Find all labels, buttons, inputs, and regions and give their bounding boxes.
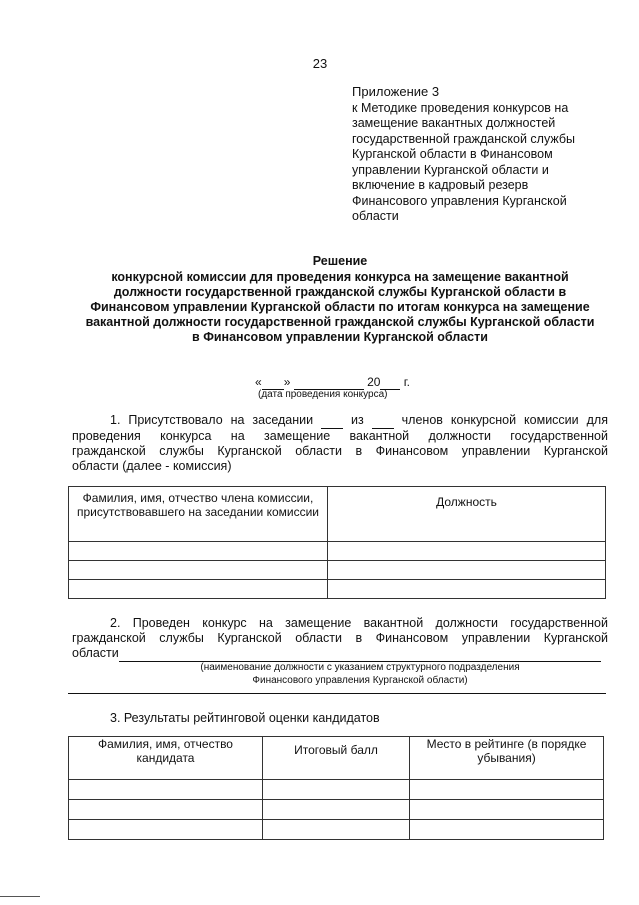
table-header-cell: Итоговый балл xyxy=(263,737,410,780)
appendix-line: к Методике проведения конкурсов на xyxy=(352,100,569,115)
table-cell[interactable] xyxy=(69,561,328,580)
table-cell[interactable] xyxy=(328,542,606,561)
position-name-blank[interactable] xyxy=(119,646,601,662)
table-cell[interactable] xyxy=(263,800,410,820)
table-header-cell: Должность xyxy=(328,487,606,542)
section-1-line: гражданской службы Курганской области в Финансовом управлении Курганской xyxy=(72,444,608,458)
present-count-blank[interactable] xyxy=(321,413,343,429)
commission-members-table xyxy=(68,486,606,599)
section-2-line: 2. Проведен конкурс на замещение вакантной должности государственной xyxy=(110,616,608,630)
table-cell[interactable] xyxy=(263,820,410,840)
decision-subtitle-line: вакантной должности государственной гражданской службы Курганской области xyxy=(85,315,595,329)
position-caption: (наименование должности с указанием структурного подразделения Финансового управления Курганской области) xyxy=(200,662,520,686)
section-2-line: гражданской службы Курганской области в Финансовом управлении Курганской xyxy=(72,631,608,645)
section-1-line: проведения конкурса на замещение вакантной должности государственной xyxy=(72,429,608,443)
table-cell[interactable] xyxy=(69,800,263,820)
year-suffix: г. xyxy=(403,375,411,389)
month-blank[interactable] xyxy=(294,375,364,390)
table-cell[interactable] xyxy=(328,580,606,599)
table-cell[interactable] xyxy=(410,780,604,800)
table-header-cell: Место в рейтинге (в порядке убывания) xyxy=(410,737,604,780)
section-2-paragraph xyxy=(72,616,608,662)
table-header-row xyxy=(69,737,604,780)
table-cell[interactable] xyxy=(410,800,604,820)
separator-line xyxy=(68,693,606,694)
decision-subtitle-line: должности государственной гражданской службы Курганской области в xyxy=(113,285,567,299)
table-row xyxy=(69,580,606,599)
section-2-last-line: области xyxy=(72,646,608,662)
appendix-line: включение в кадровый резерв xyxy=(352,178,529,192)
appendix-line: государственной гражданской службы xyxy=(352,131,575,146)
appendix-line: Финансового управления Курганской xyxy=(352,193,567,208)
section-1-paragraph xyxy=(72,413,608,474)
appendix-line: управлении Курганской области и xyxy=(352,162,549,177)
footer-rule xyxy=(0,896,40,897)
table-cell[interactable] xyxy=(69,580,328,599)
decision-subtitle-line: конкурсной комиссии для проведения конкурса на замещение вакантной xyxy=(111,270,569,284)
appendix-line: замещение вакантных должностей xyxy=(352,116,556,130)
table-header-row xyxy=(69,487,606,542)
appendix-line: области xyxy=(352,209,399,223)
table-cell[interactable] xyxy=(69,780,263,800)
table-row xyxy=(69,820,604,840)
table-cell[interactable] xyxy=(328,561,606,580)
table-header-cell: Фамилия, имя, отчество члена комиссии, присутствовавшего на заседании комиссии xyxy=(69,487,328,542)
appendix-line: Курганской области в Финансовом xyxy=(352,147,553,161)
table-row xyxy=(69,561,606,580)
section-3-title: 3. Результаты рейтинговой оценки кандидатов xyxy=(110,711,380,725)
day-blank[interactable] xyxy=(262,375,284,390)
appendix-title: Приложение 3 xyxy=(352,84,440,99)
table-header-cell: Фамилия, имя, отчество кандидата xyxy=(69,737,263,780)
rating-results-table xyxy=(68,736,604,840)
section-1-first-line: 1. Присутствовало на заседании из членов конкурсной комиссии для xyxy=(110,413,608,427)
date-field xyxy=(255,375,410,390)
date-close-quote: » xyxy=(283,375,291,389)
table-row xyxy=(69,542,606,561)
table-cell[interactable] xyxy=(263,780,410,800)
appendix-block xyxy=(352,84,612,225)
page-number: 23 xyxy=(312,56,328,71)
table-cell[interactable] xyxy=(69,820,263,840)
date-open-quote: « xyxy=(255,375,262,389)
total-count-blank[interactable] xyxy=(372,413,394,429)
table-cell[interactable] xyxy=(410,820,604,840)
table-row xyxy=(69,800,604,820)
decision-subtitle xyxy=(70,270,610,345)
decision-title: Решение xyxy=(312,254,368,268)
year-blank[interactable] xyxy=(380,375,400,390)
table-row xyxy=(69,780,604,800)
decision-subtitle-line: Финансовом управлении Курганской области по итогам конкурса на замещение xyxy=(90,300,590,314)
year-prefix: 20 xyxy=(367,375,381,389)
table-cell[interactable] xyxy=(69,542,328,561)
decision-subtitle-line: в Финансовом управлении Курганской области xyxy=(192,330,488,344)
date-caption: (дата проведения конкурса) xyxy=(258,389,388,400)
section-1-line: области (далее - комиссия) xyxy=(72,459,232,473)
